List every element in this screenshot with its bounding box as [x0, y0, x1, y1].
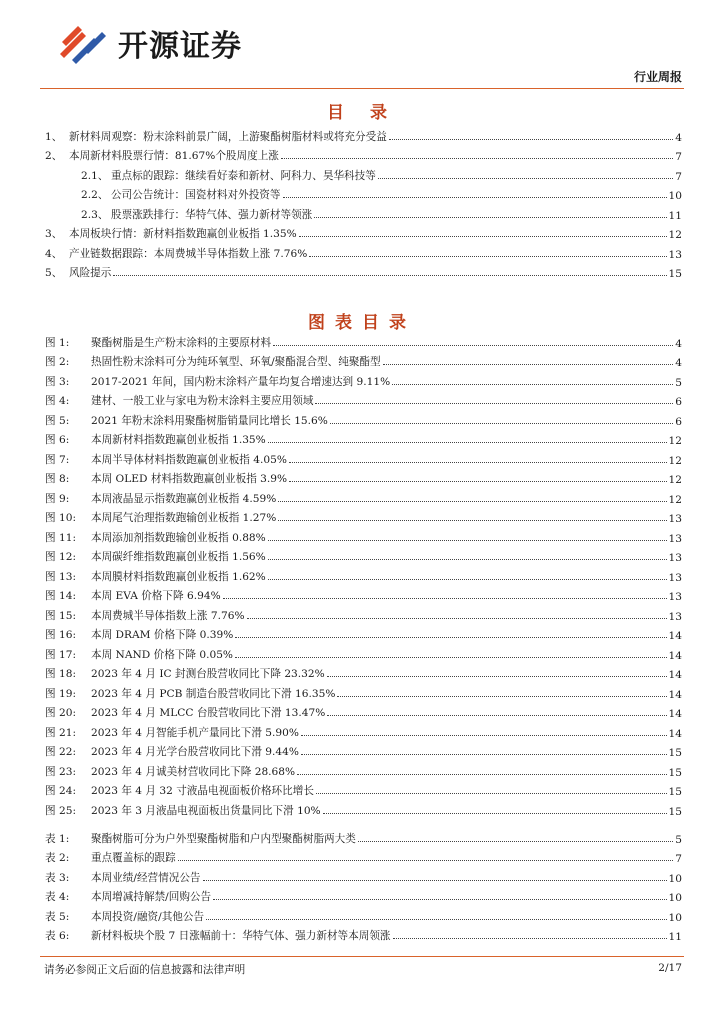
entry-page: 5 — [675, 833, 682, 846]
entry-label: 2023 年 4 月诚美材营收同比下降 28.68% — [91, 765, 296, 778]
entry-label: 本周膜材料指数跑赢创业板指 1.62% — [91, 570, 266, 583]
entry-page: 7 — [675, 170, 682, 183]
dot-leader — [281, 158, 673, 159]
figure-entry[interactable] — [45, 584, 682, 604]
entry-page: 12 — [668, 493, 682, 506]
entry-number: 图 25: — [45, 804, 77, 817]
footer-disclaimer: 请务必参阅正文后面的信息披露和法律声明 — [44, 964, 246, 976]
entry-page: 13 — [668, 552, 682, 564]
dot-leader — [113, 275, 666, 276]
figure-entry[interactable] — [45, 447, 682, 467]
figure-entry[interactable] — [45, 350, 682, 370]
entry-page: 7 — [675, 151, 682, 163]
dot-leader — [392, 384, 673, 385]
entry-page: 10 — [668, 872, 682, 885]
dot-leader — [315, 403, 673, 404]
entry-number: 图 10: — [45, 512, 77, 524]
entry-label: 公司公告统计：国瓷材料对外投资等 — [111, 189, 281, 201]
dot-leader — [297, 774, 666, 775]
entry-number: 图 4: — [45, 395, 70, 407]
dot-leader — [309, 256, 666, 257]
figures-title: 图表目录 — [308, 313, 416, 333]
logo-text: 开源证券 — [118, 29, 242, 64]
table-list — [45, 826, 682, 943]
dot-leader — [299, 236, 667, 237]
entry-page: 14 — [668, 669, 682, 681]
entry-label: 2023 年 3 月液晶电视面板出货量同比下滑 10% — [91, 804, 321, 817]
entry-number: 图 6: — [45, 434, 70, 446]
dot-leader — [268, 540, 667, 541]
entry-page: 6 — [675, 396, 682, 408]
dot-leader — [268, 442, 667, 443]
entry-page: 14 — [668, 688, 682, 701]
figure-entry[interactable] — [45, 545, 682, 565]
toc-entry[interactable] — [45, 222, 682, 242]
dot-leader — [393, 938, 667, 939]
figure-entry[interactable] — [45, 662, 682, 682]
entry-label: 本周液晶显示指数跑赢创业板指 4.59% — [91, 492, 277, 505]
entry-label: 新材料周观察：粉末涂料前景广阔，上游聚酯树脂材料或将充分受益 — [69, 130, 387, 143]
dot-leader — [278, 501, 666, 502]
entry-number: 图 3: — [45, 375, 70, 388]
entry-label: 聚酯树脂可分为户外型聚酯树脂和户内型聚酯树脂两大类 — [91, 832, 356, 845]
toc-entry[interactable] — [45, 124, 682, 144]
entry-label: 本周添加剂指数跑输创业板指 0.88% — [91, 531, 266, 544]
entry-page: 10 — [668, 190, 682, 202]
entry-number: 图 21: — [45, 726, 77, 739]
table-entry[interactable] — [45, 885, 682, 905]
entry-label: 本周 OLED 材料指数跑赢创业板指 3.9% — [91, 473, 288, 485]
dot-leader — [289, 462, 667, 463]
entry-label: 本周 DRAM 价格下降 0.39% — [91, 629, 234, 641]
entry-page: 10 — [668, 892, 682, 904]
entry-label: 重点覆盖标的跟踪 — [91, 852, 176, 864]
entry-number: 图 14: — [45, 590, 77, 602]
entry-number: 1、 — [45, 130, 63, 143]
entry-page: 4 — [675, 357, 682, 369]
entry-number: 4、 — [45, 247, 63, 260]
entry-page: 15 — [668, 786, 682, 798]
entry-page: 15 — [668, 747, 682, 759]
figure-entry[interactable] — [45, 506, 682, 526]
table-entry[interactable] — [45, 846, 682, 866]
entry-number: 图 18: — [45, 668, 77, 680]
entry-page: 15 — [668, 268, 682, 280]
figure-entry[interactable] — [45, 779, 682, 799]
entry-label: 2017-2021 年间，国内粉末涂料产量年均复合增速达到 9.11% — [91, 375, 391, 388]
dot-leader — [247, 618, 667, 619]
entry-number: 图 9: — [45, 492, 70, 505]
dot-leader — [278, 520, 666, 521]
entry-number: 表 4: — [45, 891, 70, 903]
toc-entry[interactable] — [45, 144, 682, 164]
dot-leader — [316, 793, 667, 794]
entry-number: 图 20: — [45, 707, 77, 719]
entry-number: 图 8: — [45, 473, 70, 485]
entry-page: 11 — [668, 209, 682, 222]
entry-page: 12 — [668, 229, 682, 241]
dot-leader — [206, 919, 666, 920]
entry-page: 13 — [668, 513, 682, 525]
dot-leader — [273, 345, 673, 346]
entry-label: 本周尾气治理指数跑输创业板指 1.27% — [91, 512, 277, 524]
entry-number: 图 5: — [45, 414, 70, 427]
entry-number: 图 12: — [45, 551, 77, 563]
page-number: 2/17 — [658, 962, 682, 974]
dot-leader — [203, 880, 667, 881]
figure-entry[interactable] — [45, 623, 682, 643]
entry-number: 3、 — [45, 228, 63, 240]
dot-leader — [235, 637, 666, 638]
figure-entry[interactable] — [45, 720, 682, 740]
dot-leader — [283, 197, 667, 198]
toc-list — [45, 124, 682, 280]
entry-page: 12 — [668, 435, 682, 447]
toc-entry[interactable] — [45, 261, 682, 281]
figure-entry[interactable] — [45, 369, 682, 389]
company-logo — [56, 20, 242, 66]
logo-mark-icon — [56, 20, 110, 66]
entry-label: 本周碳纤维指数跑赢创业板指 1.56% — [91, 551, 266, 563]
toc-entry[interactable] — [45, 183, 682, 203]
dot-leader — [268, 559, 667, 560]
entry-page: 12 — [668, 454, 682, 467]
entry-page: 14 — [668, 630, 682, 642]
entry-label: 2023 年 4 月 IC 封测台股营收同比下降 23.32% — [91, 668, 325, 680]
toc-entry[interactable] — [45, 163, 682, 183]
entry-label: 产业链数据跟踪：本周费城半导体指数上涨 7.76% — [69, 247, 308, 260]
entry-number: 图 13: — [45, 570, 77, 583]
entry-page: 4 — [675, 131, 682, 144]
entry-number: 图 16: — [45, 629, 77, 641]
toc-title: 目 录 — [327, 103, 397, 123]
toc-entry[interactable] — [45, 202, 682, 222]
dot-leader — [289, 481, 666, 482]
footer-divider — [40, 956, 684, 957]
dot-leader — [330, 423, 673, 424]
entry-page: 14 — [668, 708, 682, 720]
table-entry[interactable] — [45, 924, 682, 944]
entry-page: 13 — [668, 591, 682, 603]
entry-number: 表 2: — [45, 852, 70, 864]
table-entry[interactable] — [45, 826, 682, 846]
dot-leader — [358, 841, 673, 842]
entry-page: 13 — [668, 248, 682, 261]
entry-label: 聚酯树脂是生产粉末涂料的主要原材料 — [91, 336, 272, 349]
entry-number: 2、 — [45, 150, 63, 162]
entry-page: 5 — [675, 376, 682, 389]
dot-leader — [327, 715, 666, 716]
entry-number: 图 2: — [45, 356, 70, 368]
entry-label: 股票涨跌排行：华特气体、强力新材等领涨 — [111, 208, 313, 221]
entry-page: 11 — [668, 931, 682, 943]
report-type-label: 行业周报 — [633, 70, 682, 84]
entry-number: 图 7: — [45, 453, 70, 466]
entry-number: 表 3: — [45, 871, 70, 884]
dot-leader — [301, 754, 667, 755]
figure-entry[interactable] — [45, 389, 682, 409]
entry-label: 本周 NAND 价格下降 0.05% — [91, 648, 234, 661]
entry-number: 5、 — [45, 267, 63, 279]
figure-entry[interactable] — [45, 603, 682, 623]
entry-page: 14 — [668, 649, 682, 662]
entry-label: 2023 年 4 月 PCB 制造台股营收同比下滑 16.35% — [91, 687, 336, 700]
entry-label: 本周增减持解禁/回购公告 — [91, 891, 212, 903]
entry-number: 图 15: — [45, 609, 77, 622]
dot-leader — [178, 860, 674, 861]
header-divider — [40, 88, 684, 89]
entry-page: 15 — [668, 766, 682, 779]
entry-number: 2.1、 — [81, 169, 109, 182]
figure-entry[interactable] — [45, 330, 682, 350]
figure-entry[interactable] — [45, 759, 682, 779]
figure-entry[interactable] — [45, 428, 682, 448]
dot-leader — [327, 676, 667, 677]
figure-entry[interactable] — [45, 798, 682, 818]
entry-page: 14 — [668, 727, 682, 740]
entry-page: 7 — [675, 853, 682, 865]
toc-entry[interactable] — [45, 241, 682, 261]
entry-number: 图 19: — [45, 687, 77, 700]
entry-page: 6 — [675, 415, 682, 428]
entry-label: 本周 EVA 价格下降 6.94% — [91, 590, 221, 602]
dot-leader — [301, 735, 667, 736]
entry-page: 13 — [668, 571, 682, 584]
figure-entry[interactable] — [45, 525, 682, 545]
entry-label: 本周新材料指数跑赢创业板指 1.35% — [91, 434, 266, 446]
entry-number: 图 17: — [45, 648, 77, 661]
entry-page: 13 — [668, 532, 682, 545]
entry-label: 2023 年 4 月 32 寸液晶电视面板价格环比增长 — [91, 785, 314, 797]
entry-number: 2.3、 — [81, 208, 109, 221]
dot-leader — [323, 813, 667, 814]
entry-number: 图 23: — [45, 765, 77, 778]
entry-label: 热固性粉末涂料可分为纯环氧型、环氧/聚酯混合型、纯聚酯型 — [91, 356, 381, 368]
page-header — [40, 14, 684, 84]
dot-leader — [213, 899, 666, 900]
entry-label: 本周新材料股票行情：81.67%个股周度上涨 — [69, 150, 279, 162]
entry-number: 表 1: — [45, 832, 70, 845]
entry-number: 图 1: — [45, 336, 70, 349]
entry-number: 图 11: — [45, 531, 77, 544]
figure-entry[interactable] — [45, 467, 682, 487]
entry-label: 重点标的跟踪：继续看好泰和新材、阿科力、昊华科技等 — [111, 169, 376, 182]
entry-label: 2023 年 4 月 MLCC 台股营收同比下滑 13.47% — [91, 707, 326, 719]
figure-entry[interactable] — [45, 701, 682, 721]
entry-label: 风险提示 — [69, 267, 112, 279]
entry-label: 本周半导体材料指数跑赢创业板指 4.05% — [91, 453, 287, 466]
dot-leader — [378, 178, 673, 179]
dot-leader — [383, 364, 674, 365]
entry-label: 本周投资/融资/其他公告 — [91, 910, 205, 923]
entry-label: 2023 年 4 月光学台股营收同比下滑 9.44% — [91, 746, 299, 758]
entry-label: 本周板块行情：新材料指数跑赢创业板指 1.35% — [69, 228, 297, 240]
figure-entry[interactable] — [45, 740, 682, 760]
dot-leader — [235, 657, 667, 658]
dot-leader — [314, 217, 666, 218]
dot-leader — [389, 139, 673, 140]
entry-page: 10 — [668, 911, 682, 924]
entry-label: 本周业绩/经营情况公告 — [91, 871, 201, 884]
figure-entry[interactable] — [45, 642, 682, 662]
entry-page: 13 — [668, 610, 682, 623]
dot-leader — [268, 579, 667, 580]
entry-page: 4 — [675, 337, 682, 350]
entry-label: 新材料板块个股 7 日涨幅前十：华特气体、强力新材等本周领涨 — [91, 930, 391, 942]
entry-number: 图 24: — [45, 785, 77, 797]
entry-number: 表 5: — [45, 910, 70, 923]
entry-number: 2.2、 — [81, 189, 109, 201]
entry-label: 2023 年 4 月智能手机产量同比下滑 5.90% — [91, 726, 299, 739]
figure-entry[interactable] — [45, 564, 682, 584]
entry-label: 本周费城半导体指数上涨 7.76% — [91, 609, 245, 622]
entry-page: 15 — [668, 805, 682, 818]
figure-entry[interactable] — [45, 486, 682, 506]
dot-leader — [337, 696, 666, 697]
entry-label: 2021 年粉末涂料用聚酯树脂销量同比增长 15.6% — [91, 414, 328, 427]
entry-page: 12 — [668, 474, 682, 486]
dot-leader — [223, 598, 667, 599]
entry-number: 图 22: — [45, 746, 77, 758]
table-entry[interactable] — [45, 904, 682, 924]
figure-entry[interactable] — [45, 408, 682, 428]
entry-number: 表 6: — [45, 930, 70, 942]
figure-entry[interactable] — [45, 681, 682, 701]
figure-list — [45, 330, 682, 818]
entry-label: 建材、一般工业与家电为粉末涂料主要应用领域 — [91, 395, 314, 407]
table-entry[interactable] — [45, 865, 682, 885]
